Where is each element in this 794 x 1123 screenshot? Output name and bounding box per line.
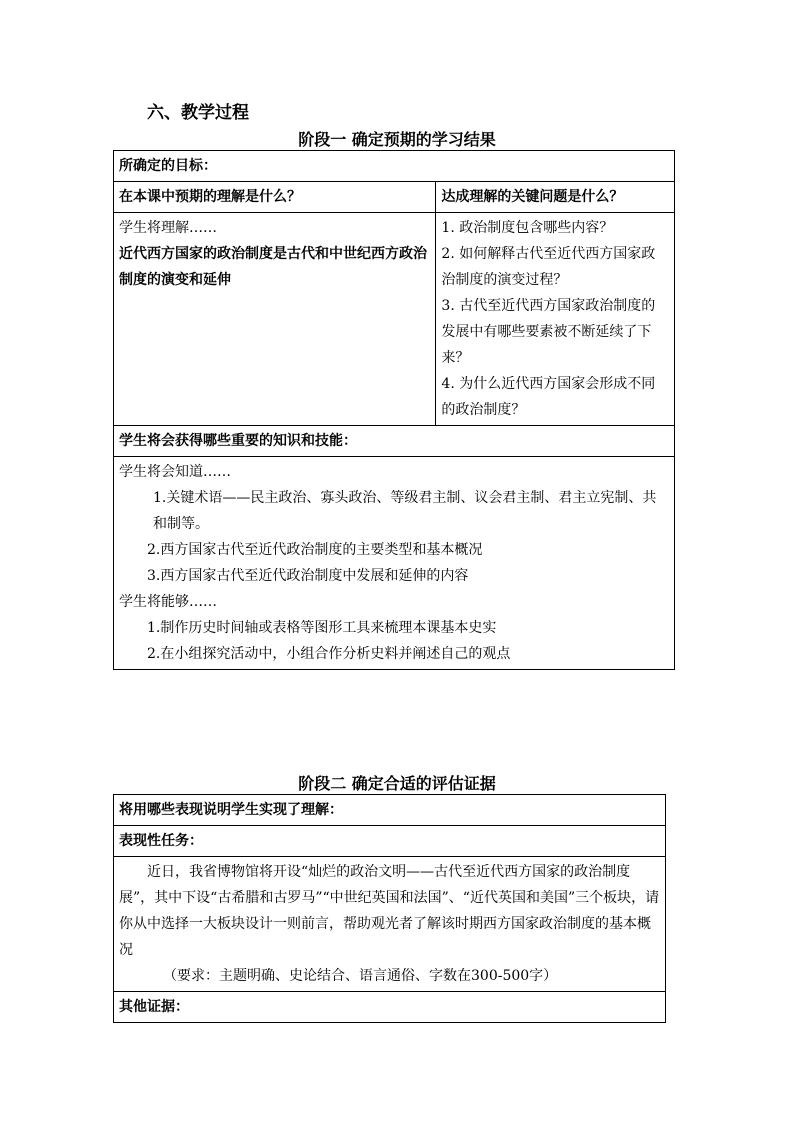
header-row [114,182,675,213]
question-item: 3. 古代至近代西方国家政治制度的发展中有哪些要素被不断延续了下来？ [441,298,656,366]
know-item: 2.西方国家古代至近代政治制度的主要类型和基本概况 [147,542,483,558]
task-label: 表现性任务： [114,826,666,857]
goals-label: 所确定的目标： [114,151,675,182]
able-item: 1.制作历史时间轴或表格等图形工具来梳理本课基本史实 [147,620,497,636]
knowledge-row [114,457,675,670]
question-item: 4. 为什么近代西方国家会形成不同的政治制度？ [441,376,656,418]
key-questions-header: 达成理解的关键问题是什么？ [436,182,675,213]
able-intro: 学生将能够…… [119,594,217,610]
task-row [114,857,666,992]
section-heading: 六、教学过程 [147,103,249,123]
understanding-row [114,213,675,426]
task-requirement: （要求：主题明确、史论结合、语言通俗、字数在300-500字） [163,968,558,984]
knowledge-label-row [114,426,675,457]
stage2-title: 阶段二 确定合适的评估证据 [298,774,496,793]
knowledge-cell [114,457,675,670]
evidence-label: 将用哪些表现说明学生实现了理解： [114,795,666,826]
understand-intro: 学生将理解…… [119,220,217,236]
question-item: 1. 政治制度包含哪些内容？ [441,220,614,236]
task-label-row [114,826,666,857]
goals-row [114,151,675,182]
stage1-table [113,150,675,670]
understand-statement: 近代西方国家的政治制度是古代和中世纪西方政治制度的演变和延伸 [119,246,427,288]
task-text: 近日，我省博物馆将开设“灿烂的政治文明——古代至近代西方国家的政治制度展”，其中下设“古希腊和古罗马”“中世纪英国和法国”、“近代英国和美国”三个板块，请你从中选择一大板块设计一则前言，帮助观光者了解该时期西方国家政治制度的基本概况 [119,864,660,958]
other-evidence-row [114,992,666,1023]
know-item: 1.关键术语——民主政治、寡头政治、等级君主制、议会君主制、君主立宪制、共和制等。 [153,490,657,532]
task-cell [114,857,666,992]
stage1-title: 阶段一 确定预期的学习结果 [298,130,496,149]
evidence-row [114,795,666,826]
knowledge-label: 学生将会获得哪些重要的知识和技能： [114,426,675,457]
understanding-cell [114,213,436,426]
question-item: 2. 如何解释古代至近代西方国家政治制度的演变过程？ [441,246,656,288]
know-intro: 学生将会知道…… [119,464,231,480]
know-item: 3.西方国家古代至近代政治制度中发展和延伸的内容 [147,568,469,584]
stage2-table [113,794,666,1023]
able-item: 2.在小组探究活动中，小组合作分析史料并阐述自己的观点 [147,646,511,662]
questions-cell [436,213,675,426]
understanding-header: 在本课中预期的理解是什么？ [114,182,436,213]
other-evidence-label: 其他证据： [114,992,666,1023]
